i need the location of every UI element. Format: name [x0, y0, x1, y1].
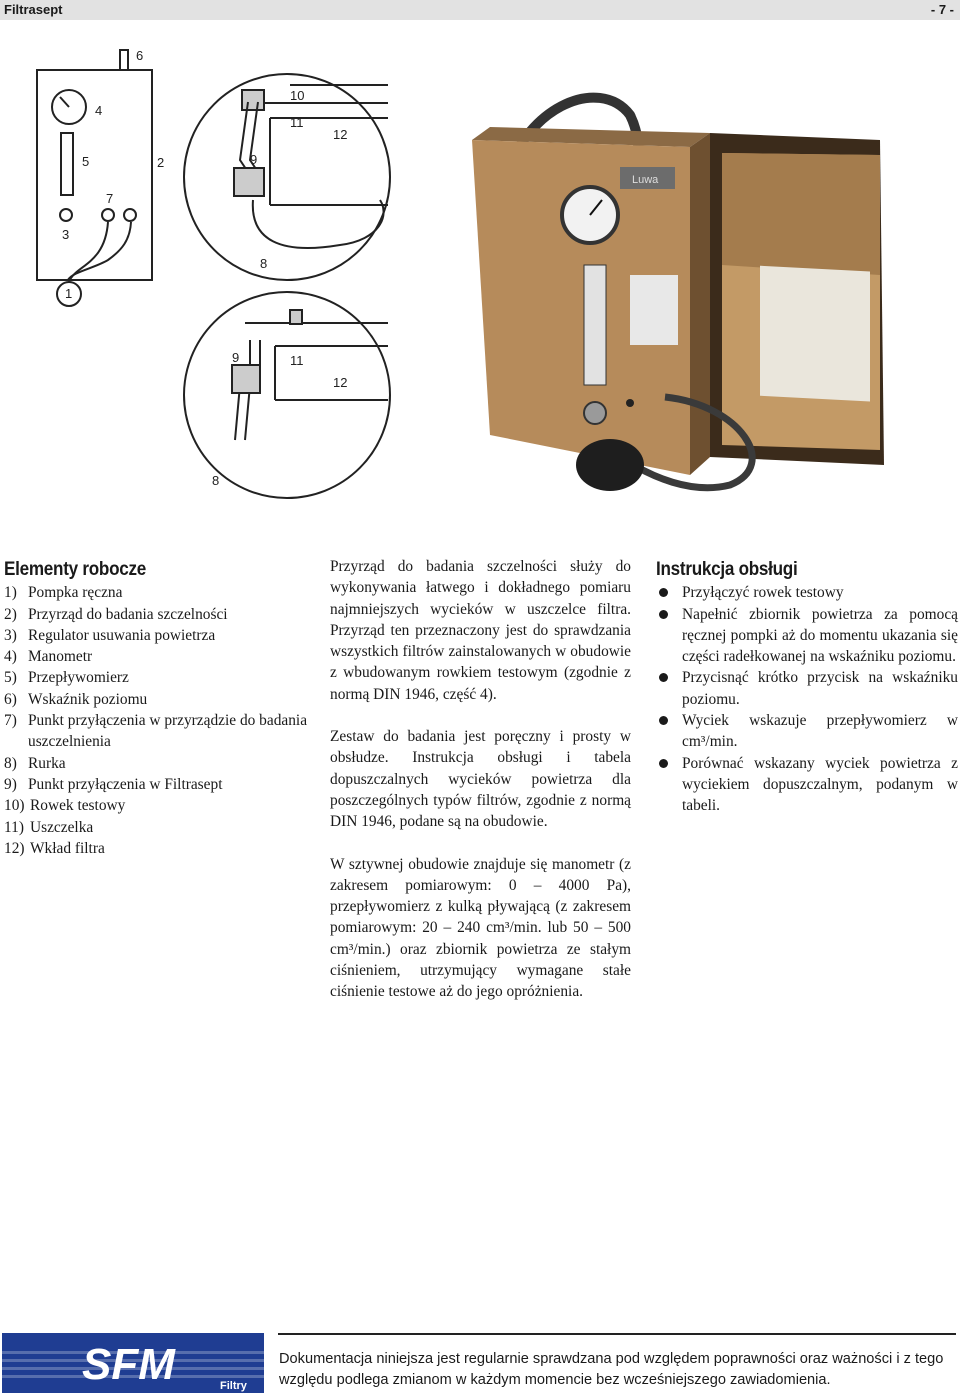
device-brand-label: Luwa: [632, 174, 659, 186]
bullet-icon: [656, 753, 682, 817]
instrukcja-item: [656, 753, 958, 817]
elementy-item-text: Punkt przyłączenia w przyrządzie do badania uszczelnienia: [28, 712, 308, 751]
elementy-item-number: 6): [4, 690, 17, 708]
elementy-item: [4, 689, 309, 710]
callout-12b: 12: [333, 375, 348, 390]
instrukcja-list: [656, 582, 958, 816]
company-logo: [2, 1333, 264, 1393]
elementy-item: [4, 753, 309, 774]
instrukcja-item-text: Wyciek wskazuje przepływomierz w cm³/min.: [682, 712, 958, 751]
instrukcja-item: [656, 667, 958, 710]
elementy-item-number: 10): [4, 797, 25, 815]
instrukcja-item: [656, 604, 958, 668]
callout-10: 10: [290, 88, 305, 103]
elementy-item: [4, 817, 309, 838]
instrukcja-section: [656, 559, 958, 817]
elementy-item-text: Manometr: [28, 648, 93, 666]
logo-sub-text: Filtry: [220, 1380, 247, 1392]
page-number: - 7 -: [930, 2, 954, 17]
elementy-item-text: Wkład filtra: [30, 839, 105, 857]
description-p1: Przyrząd do badania szczelności służy do wykonywania łatwego i dokładnego pomiaru najmniejszych wycieków w uszczelce filtra. Przyrząd ten przeznaczony jest do sprawdzania wszystkich filtrów zainstalowanych w obudowie z wbudowanym rowkiem testowym (zgodnie z normą DIN 1946, część 4).: [330, 558, 631, 703]
elementy-item: [4, 646, 309, 667]
callout-5: 5: [82, 154, 90, 169]
elementy-item-text: Uszczelka: [30, 818, 94, 836]
description-p3: W sztywnej obudowie znajduje się manometr (z zakresem pomiarowym: 0 – 4000 Pa), przepływomierz z kulką pływającą (z zakresem pomiarowym: 20 – 240 cm³/min. lub 50 – 500 cm³/min.) oraz zbiornik powietrza ze stałym ciśnieniem, utrzymujący wymagane stałe ciśnienie testowe aż do jego opróżnienia.: [330, 855, 631, 1001]
callout-3: 3: [62, 227, 70, 242]
instrukcja-item: [656, 582, 958, 603]
elementy-item-number: 11): [4, 818, 24, 836]
elementy-item-number: 7): [4, 712, 17, 730]
bullet-icon: [656, 582, 682, 603]
callout-12: 12: [333, 127, 348, 142]
elementy-item-text: Pompka ręczna: [28, 584, 123, 602]
instrukcja-item-text: Napełnić zbiornik powietrza za pomocą ręcznej pompki aż do momentu ukazania się części radełkowanej na wskaźniku poziomu.: [682, 605, 958, 666]
elementy-item-number: 3): [4, 626, 17, 644]
instrukcja-item-text: Przyłączyć rowek testowy: [682, 584, 844, 602]
bullet-icon: [656, 604, 682, 668]
elementy-item-number: 5): [4, 669, 17, 687]
callout-11b: 11: [290, 353, 304, 368]
callout-9b: 9: [232, 350, 240, 365]
elementy-item: [4, 582, 309, 603]
description-section: [330, 556, 631, 1024]
elementy-section: [4, 559, 309, 859]
elementy-item-number: 8): [4, 754, 17, 772]
schematic-drawing: [0, 40, 410, 510]
header-brand: Filtrasept: [4, 2, 63, 17]
elementy-item-text: Wskaźnik poziomu: [28, 690, 148, 708]
elementy-item: [4, 838, 309, 859]
elementy-title: Elementy robocze: [4, 559, 147, 580]
instrukcja-item-text: Przycisnąć krótko przycisk na wskaźniku poziomu.: [682, 669, 958, 708]
elementy-item-text: Rowek testowy: [30, 797, 126, 815]
instrukcja-item: [656, 710, 958, 753]
header-bar: [0, 0, 960, 20]
logo-main-text: SFM: [82, 1340, 175, 1389]
elementy-item-text: Regulator usuwania powietrza: [28, 626, 216, 644]
elementy-item-number: 2): [4, 605, 17, 623]
elementy-item-text: Punkt przyłączenia w Filtrasept: [28, 775, 223, 793]
elementy-item-number: 9): [4, 775, 17, 793]
footer-disclaimer: Dokumentacja niniejsza jest regularnie sprawdzana pod względem poprawności oraz ważności i z tego względu podlega zmianom w każdym momencie bez wcześniejszego zawiadomienia.: [279, 1351, 944, 1388]
elementy-item: [4, 774, 309, 795]
instrukcja-title: Instrukcja obsługi: [656, 559, 798, 580]
callout-11: 11: [290, 115, 304, 130]
callout-1: 1: [65, 286, 73, 301]
callout-9: 9: [250, 152, 258, 167]
elementy-item-text: Przepływomierz: [28, 669, 129, 687]
callout-6: 6: [136, 48, 144, 63]
instrukcja-item-text: Porównać wskazany wyciek powietrza z wyciekiem dopuszczalnym, podanym w tabeli.: [682, 754, 958, 815]
elementy-item-number: 12): [4, 839, 25, 857]
elementy-item-number: 4): [4, 648, 17, 666]
callout-4: 4: [95, 103, 103, 118]
callout-8b: 8: [212, 473, 220, 488]
elementy-item: [4, 795, 309, 816]
elementy-item: [4, 625, 309, 646]
bullet-icon: [656, 710, 682, 753]
callout-8: 8: [260, 256, 268, 271]
elementy-item-text: Rurka: [28, 754, 66, 772]
callout-7: 7: [106, 191, 114, 206]
device-photo: [460, 85, 930, 505]
elementy-item: [4, 604, 309, 625]
elementy-item-text: Przyrząd do badania szczelności: [28, 605, 228, 623]
footer-rule: [278, 1333, 956, 1335]
elementy-list: [4, 582, 309, 859]
elementy-item-number: 1): [4, 584, 17, 602]
elementy-item: [4, 710, 309, 753]
callout-2: 2: [157, 155, 165, 170]
bullet-icon: [656, 667, 682, 710]
elementy-item: [4, 667, 309, 688]
description-p2: Zestaw do badania jest poręczny i prosty w obsłudze. Instrukcja obsługi i tabela dopuszczalnych wycieków powietrza dla poszczególnych typów filtrów, zgodnie z normą DIN 1946, podane są na obudowie.: [330, 728, 631, 831]
